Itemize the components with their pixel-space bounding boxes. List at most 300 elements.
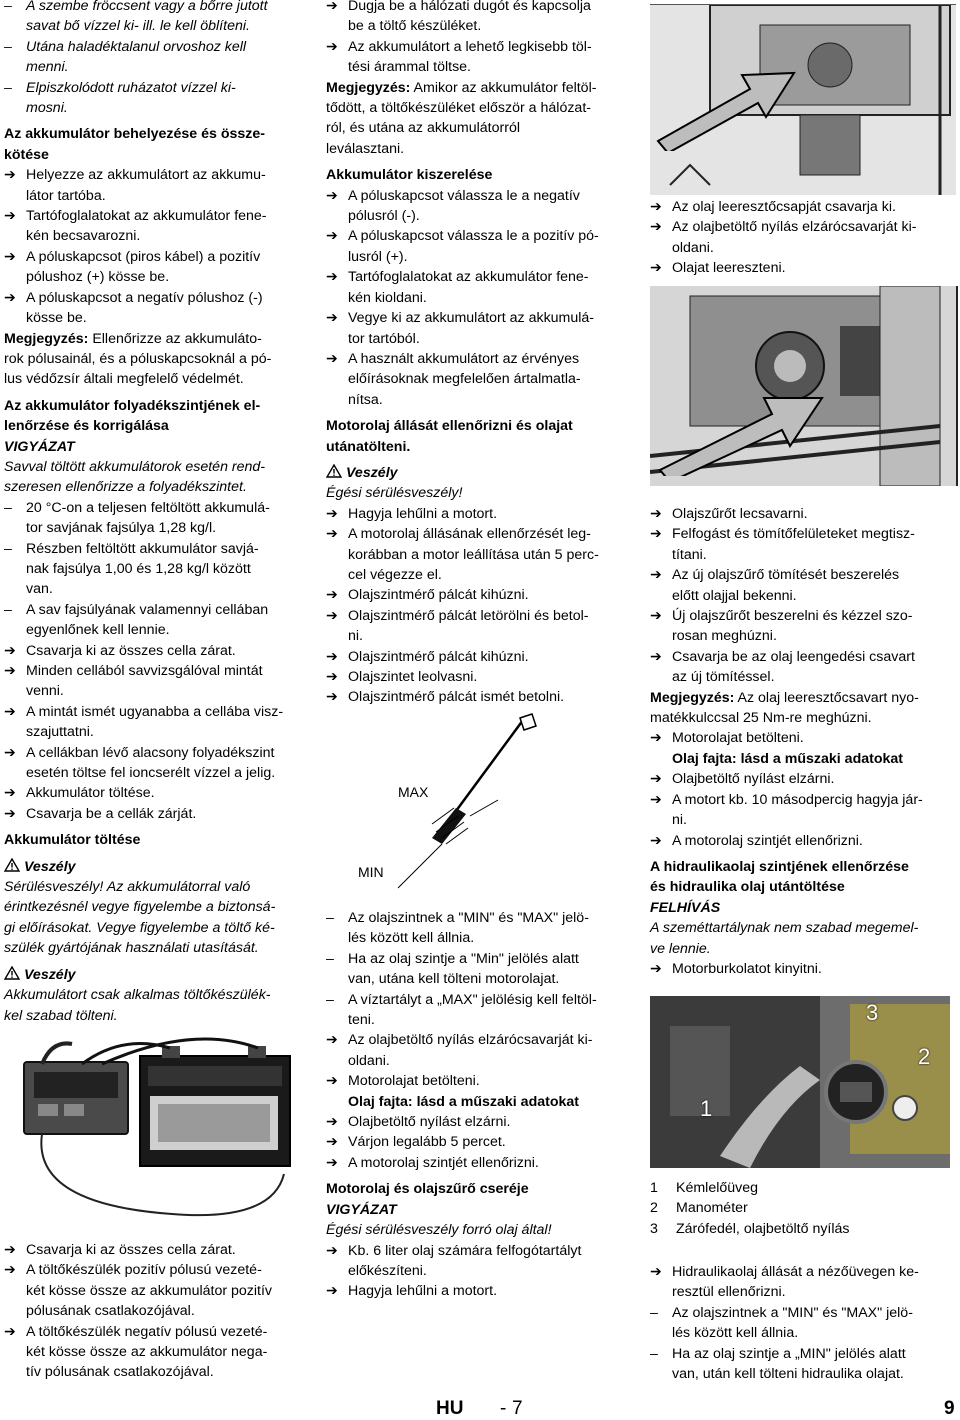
footer-page-number: 9	[944, 1398, 955, 1419]
paragraph	[650, 898, 956, 918]
text-line: leválasztani.	[326, 140, 405, 157]
text-line: rosan meghúzni.	[672, 628, 777, 645]
text-line: nítsa.	[348, 391, 383, 408]
arrow-bullet-icon: ➔	[650, 608, 662, 625]
text-line: A szeméttartálynak nem szabad megemel-	[650, 920, 919, 937]
text-line: A sav fajsúlyának valamennyi cellában	[26, 601, 269, 618]
section-heading	[326, 416, 632, 457]
arrow-bullet-icon: ➔	[650, 567, 662, 584]
text-line: Az olajszintnek a "MIN" és "MAX" jelö-	[672, 1304, 913, 1321]
text-line: Tartófoglalatokat az akkumulátor fene-	[26, 208, 267, 225]
arrow-bullet-icon: ➔	[326, 228, 338, 245]
instruction-step	[4, 743, 310, 784]
arrow-bullet-icon: ➔	[326, 669, 338, 685]
instruction-step	[650, 831, 956, 851]
text-line: ról, és utána az akkumulátorról	[326, 120, 520, 137]
text-line: kel szabad tölteni.	[4, 1007, 118, 1024]
text-flow-hydraulic-check	[650, 1262, 956, 1384]
arrow-bullet-icon: ➔	[326, 648, 338, 665]
text-line: Az új olajszűrő tömítését beszerelés	[672, 567, 900, 584]
instruction-step	[4, 661, 310, 702]
note-paragraph	[326, 78, 632, 160]
text-line: A póluskapcsot válassza le a negatív	[348, 187, 580, 204]
text-line: Felfogást és tömítőfelületeket megtisz-	[672, 526, 915, 543]
text-line: Olajszintet leolvasni.	[348, 669, 478, 685]
arrow-bullet-icon: ➔	[326, 526, 338, 543]
text-line: A hidraulikaolaj szintjének ellenőrzése	[650, 858, 909, 875]
text-line: Olajbetöltő nyílást elzárni.	[672, 771, 835, 788]
bullet-item	[4, 539, 310, 600]
instruction-step	[650, 769, 956, 789]
instruction-step	[326, 606, 632, 647]
text-line: gi előírásokat. Vegye figyelembe a töltő ké-	[4, 919, 275, 936]
text-line: A póluskapcsot (piros kábel) a pozitív	[26, 248, 261, 265]
text-line: Olajszűrőt lecsavarni.	[672, 506, 808, 522]
text-line: két kösse össze az akkumulátor nega-	[26, 1344, 268, 1361]
text-line: A motorolaj szintjét ellenőrizni.	[672, 832, 863, 849]
text-line: Új olajszűrőt beszerelni és kézzel szo-	[672, 608, 913, 625]
instruction-step	[4, 206, 310, 247]
text-flow-battery-install	[4, 0, 310, 1026]
text-line: Elpiszkolódott ruházatot vízzel ki-	[26, 79, 236, 96]
section-heading	[326, 1179, 632, 1199]
text-line: A póluskapcsot válassza le a pozitív pó-	[348, 228, 599, 245]
text-line: A töltőkészülék negatív pólusú vezeté-	[26, 1323, 268, 1340]
instruction-step	[326, 585, 632, 605]
bullet-item	[326, 990, 632, 1031]
instruction-step	[650, 1262, 956, 1303]
instruction-step	[326, 504, 632, 524]
text-line: Részben feltöltött akkumulátor savjá-	[26, 540, 259, 557]
text-line: A víztartályt a „MAX" jelölésig kell feltöl-	[348, 991, 597, 1008]
text-line: Olajszintmérő pálcát letörölni és betol-	[348, 607, 589, 624]
text-line: pólushoz (+) kösse be.	[26, 269, 170, 286]
instruction-step	[326, 1030, 632, 1071]
text-line: VIGYÁZAT	[326, 1201, 397, 1218]
section-heading	[4, 396, 310, 437]
text-line: venni.	[26, 683, 64, 700]
dash-bullet-icon: –	[4, 540, 12, 557]
text-line: savat bő vízzel ki- ill. le kell öblíteni.	[26, 18, 250, 35]
instruction-step	[326, 37, 632, 78]
text-line: van, után kell tölteni hidraulika olajat.	[672, 1366, 904, 1383]
drain-arrow-icon	[654, 61, 804, 151]
footer-page-in-language: 7	[512, 1398, 523, 1419]
arrow-bullet-icon: ➔	[326, 505, 338, 522]
arrow-bullet-icon: ➔	[326, 1114, 338, 1131]
arrow-bullet-icon: ➔	[4, 785, 16, 802]
text-line: az új tömítéssel.	[672, 669, 775, 686]
text-flow-oil-fill	[326, 908, 632, 1302]
text-line: tődött, a töltőkészüléket először a hálózat-	[326, 100, 591, 117]
text-line: esetén töltse fel ioncserélt vízzel a jelig.	[26, 765, 276, 782]
text-line: títani.	[672, 546, 707, 563]
text-line: szeresen ellenőrizze a folyadékszintet.	[4, 479, 247, 496]
hydraulic-tank-photo	[650, 996, 950, 1168]
text-line: A mintát ismét ugyanabba a cellába visz-	[26, 703, 284, 720]
text-line: Csavarja be a cellák zárját.	[26, 805, 197, 822]
legend-item: 3 Zárófedél, olajbetöltő nyílás	[650, 1220, 850, 1237]
arrow-bullet-icon: ➔	[326, 187, 338, 204]
text-line: A motort kb. 10 másodpercig hagyja jár-	[672, 791, 923, 808]
warning-triangle-icon	[326, 464, 342, 478]
instruction-step	[326, 1112, 632, 1132]
dash-bullet-icon: –	[4, 601, 12, 618]
text-line: menni.	[26, 59, 69, 76]
section-heading	[4, 124, 310, 165]
arrow-bullet-icon: ➔	[326, 38, 338, 55]
dipstick-min-label: MIN	[358, 864, 384, 880]
paragraph	[326, 1200, 632, 1220]
text-line: lés között kell állnia.	[672, 1325, 799, 1342]
text-line: szülék gyártójának használati utasítását.	[4, 940, 259, 957]
arrow-bullet-icon: ➔	[650, 832, 662, 849]
text-line: Megjegyzés: Ellenőrizze az akkumuláto-	[4, 330, 262, 347]
text-line: VIGYÁZAT	[4, 438, 75, 455]
paragraph	[4, 985, 310, 1026]
text-line: Olajat leereszteni.	[672, 260, 786, 277]
section-heading	[4, 830, 310, 850]
arrow-bullet-icon: ➔	[650, 506, 662, 522]
text-line: kén becsavarozni.	[26, 228, 141, 245]
text-line: Akkumulátort csak alkalmas töltőkészülék-	[4, 987, 271, 1004]
text-line: Utána haladéktalanul orvoshoz kell	[26, 38, 247, 55]
instruction-step	[326, 1153, 632, 1173]
text-line: Olajbetöltő nyílást elzárni.	[348, 1114, 511, 1131]
photo-callout-3: 3	[866, 1000, 879, 1025]
instruction-step	[326, 267, 632, 308]
dash-bullet-icon: –	[4, 79, 12, 96]
instruction-step	[326, 667, 632, 687]
text-line: oldani.	[672, 239, 714, 256]
text-line: ni.	[672, 812, 687, 829]
legend-item: 1 Kémlelőüveg	[650, 1180, 759, 1196]
text-line: Kb. 6 liter olaj számára felfogótartályt	[348, 1242, 582, 1259]
instruction-step	[326, 1241, 632, 1282]
dash-bullet-icon: –	[650, 1304, 658, 1321]
text-line: Tartófoglalatokat az akkumulátor fene-	[348, 269, 589, 286]
text-line: Olajszintmérő pálcát kihúzni.	[348, 648, 529, 665]
warning-triangle-icon	[4, 858, 20, 872]
text-line: Motorolaj állását ellenőrizni és olajat	[326, 418, 573, 435]
text-line: FELHÍVÁS	[650, 899, 721, 916]
bullet-item	[4, 37, 310, 78]
text-line: Megjegyzés: Amikor az akkumulátor feltöl-	[326, 79, 597, 96]
arrow-bullet-icon: ➔	[650, 219, 662, 236]
text-line: tor tartóból.	[348, 330, 420, 347]
bullet-item	[650, 1344, 956, 1385]
instruction-step	[326, 349, 632, 410]
text-line: rok pólusainál, és a póluskapcsoknál a pó-	[4, 350, 272, 367]
arrow-bullet-icon: ➔	[4, 663, 16, 679]
text-line: kén kioldani.	[348, 289, 427, 306]
text-line: mosni.	[26, 100, 68, 117]
text-line: egyenlőnek kell lennie.	[26, 622, 170, 639]
text-line: korábban a motor leállítása után 5 perc-	[348, 546, 599, 563]
text-line: Megjegyzés: Az olaj leeresztőcsavart nyo-	[650, 689, 919, 706]
text-line: előtt olajjal bekenni.	[672, 587, 797, 604]
text-flow-charging-steps	[4, 1240, 310, 1383]
instruction-step	[326, 647, 632, 667]
text-line: van.	[26, 581, 53, 598]
text-flow-battery-removal	[326, 0, 632, 708]
arrow-bullet-icon: ➔	[326, 0, 338, 14]
text-line: Csavarja ki az összes cella zárat.	[26, 642, 236, 659]
text-line: pólusról (-).	[348, 208, 420, 225]
footer-lang: HU	[436, 1398, 464, 1419]
instruction-step	[326, 1132, 632, 1152]
instruction-step	[326, 226, 632, 267]
instruction-step	[650, 959, 956, 979]
arrow-bullet-icon: ➔	[326, 1242, 338, 1259]
text-line: előkészíteni.	[348, 1262, 427, 1279]
arrow-bullet-icon: ➔	[650, 730, 662, 747]
bullet-item	[4, 78, 310, 119]
text-line: Dugja be a hálózati dugót és kapcsolja	[348, 0, 591, 14]
arrow-bullet-icon: ➔	[650, 648, 662, 665]
section-heading	[326, 165, 632, 185]
arrow-bullet-icon: ➔	[4, 744, 16, 761]
text-line: Savval töltött akkumulátorok esetén rend-	[4, 458, 266, 475]
text-line: érintkezésnél vegye figyelembe a biztonsá-	[4, 899, 276, 916]
arrow-bullet-icon: ➔	[326, 1154, 338, 1171]
paragraph	[326, 1220, 632, 1240]
instruction-step	[326, 687, 632, 707]
text-line: lusról (+).	[348, 248, 408, 265]
arrow-bullet-icon: ➔	[4, 805, 16, 822]
text-line: Az olajbetöltő nyílás elzárócsavarját ki-	[672, 219, 917, 236]
text-line: Motorolajat betölteni.	[672, 730, 804, 747]
legend-item: 2 Manométer	[650, 1200, 748, 1217]
dash-bullet-icon: –	[326, 910, 334, 926]
text-line: Csavarja be az olaj leengedési csavart	[672, 648, 915, 665]
text-line: Az akkumulátor folyadékszintjének el-	[4, 397, 261, 414]
instruction-step	[4, 1240, 310, 1260]
figure-legend	[650, 1178, 956, 1239]
arrow-bullet-icon: ➔	[326, 269, 338, 286]
text-line: előírásoknak megfelelően ártalmatla-	[348, 371, 581, 388]
instruction-step	[650, 217, 956, 258]
arrow-bullet-icon: ➔	[326, 1073, 338, 1090]
text-line: Hidraulikaolaj állását a nézőüvegen ke-	[672, 1264, 919, 1280]
text-line: Az olaj leeresztőcsapját csavarja ki.	[672, 199, 896, 215]
text-line: Olajszintmérő pálcát ismét betolni.	[348, 689, 565, 706]
instruction-step	[650, 258, 956, 278]
text-line: Várjon legalább 5 percet.	[348, 1134, 506, 1151]
text-line: cel végezze el.	[348, 566, 442, 583]
dash-bullet-icon: –	[650, 1345, 658, 1362]
text-line: Veszély	[346, 464, 398, 481]
text-line: A töltőkészülék pozitív pólusú vezeté-	[26, 1262, 262, 1279]
text-line: teni.	[348, 1012, 375, 1029]
text-line: Motorolajat betölteni.	[348, 1073, 480, 1090]
note-paragraph	[4, 329, 310, 390]
dash-bullet-icon: –	[326, 991, 334, 1008]
arrow-bullet-icon: ➔	[650, 260, 662, 277]
text-line: Csavarja ki az összes cella zárat.	[26, 1242, 236, 1258]
arrow-bullet-icon: ➔	[326, 1134, 338, 1151]
arrow-bullet-icon: ➔	[650, 771, 662, 788]
text-line: A póluskapcsot a negatív pólushoz (-)	[26, 289, 263, 306]
arrow-bullet-icon: ➔	[4, 208, 16, 225]
paragraph	[650, 749, 956, 769]
text-line: Sérülésveszély! Az akkumulátorral való	[4, 879, 251, 896]
text-line: ni.	[348, 628, 363, 645]
footer-dash: -	[500, 1398, 507, 1419]
paragraph	[326, 483, 632, 503]
instruction-step	[650, 504, 956, 524]
instruction-step	[326, 308, 632, 349]
danger-heading	[326, 463, 632, 483]
paragraph	[326, 1092, 632, 1112]
dash-bullet-icon: –	[4, 0, 12, 14]
instruction-step	[4, 804, 310, 824]
text-line: Az akkumulátor behelyezése és össze-	[4, 126, 266, 143]
text-line: Hagyja lehűlni a motort.	[348, 505, 498, 522]
instruction-step	[650, 647, 956, 688]
danger-heading	[4, 857, 310, 877]
text-line: Minden cellából savvizsgálóval mintát	[26, 663, 263, 679]
arrow-bullet-icon: ➔	[4, 1323, 16, 1340]
text-line: Veszély	[24, 858, 76, 875]
bullet-item	[326, 908, 632, 949]
section-heading	[650, 857, 956, 898]
instruction-step	[4, 641, 310, 661]
paragraph	[650, 918, 956, 959]
dipstick-figure	[346, 712, 626, 902]
text-line: tor savjának fajsúlya 1,28 kg/l.	[26, 520, 217, 537]
paragraph	[4, 437, 310, 457]
arrow-bullet-icon: ➔	[326, 1283, 338, 1300]
arrow-bullet-icon: ➔	[4, 248, 16, 265]
text-line: A motorolaj állásának ellenőrzését leg-	[348, 526, 591, 543]
text-line: matékkulccsal 25 Nm-re meghúzni.	[650, 710, 872, 727]
arrow-bullet-icon: ➔	[650, 960, 662, 977]
paragraph	[4, 877, 310, 959]
arrow-bullet-icon: ➔	[4, 1262, 16, 1279]
instruction-step	[326, 1071, 632, 1091]
instruction-step	[4, 288, 310, 329]
text-flow-oil-drain	[650, 197, 956, 279]
text-line: szajuttatni.	[26, 724, 94, 741]
text-line: 20 °C-on a teljesen feltöltött akkumulá-	[26, 499, 270, 516]
instruction-step	[4, 702, 310, 743]
danger-heading	[4, 965, 310, 985]
instruction-step	[326, 186, 632, 227]
bullet-item	[650, 1303, 956, 1344]
text-line: Akkumulátor kiszerelése	[326, 167, 493, 184]
instruction-step	[4, 1322, 310, 1383]
arrow-bullet-icon: ➔	[650, 526, 662, 543]
text-line: resztül ellenőrizni.	[672, 1284, 786, 1301]
instruction-step	[650, 197, 956, 217]
instruction-step	[326, 524, 632, 585]
instruction-step	[4, 1260, 310, 1321]
text-line: kösse be.	[26, 310, 87, 327]
dash-bullet-icon: –	[4, 38, 12, 55]
arrow-bullet-icon: ➔	[326, 350, 338, 367]
arrow-bullet-icon: ➔	[326, 310, 338, 327]
arrow-bullet-icon: ➔	[4, 289, 16, 306]
text-line: két kösse össze az akkumulátor pozitív	[26, 1282, 273, 1299]
text-flow-filter-change	[650, 504, 956, 979]
bullet-item	[4, 0, 310, 37]
instruction-step	[650, 565, 956, 606]
arrow-bullet-icon: ➔	[326, 587, 338, 604]
instruction-step	[650, 728, 956, 748]
arrow-bullet-icon: ➔	[326, 689, 338, 706]
text-line: tési árammal töltse.	[348, 59, 471, 76]
text-line: ve lennie.	[650, 940, 711, 957]
bullet-item	[4, 498, 310, 539]
text-line: nak fajsúlya 1,00 és 1,28 kg/l között	[26, 560, 251, 577]
photo-callout-1: 1	[700, 1096, 713, 1121]
text-line: Olaj fajta: lásd a műszaki adatokat	[348, 1093, 580, 1110]
text-line: látor tartóba.	[26, 187, 106, 204]
instruction-step	[650, 790, 956, 831]
text-line: Motorolaj és olajszűrő cseréje	[326, 1181, 529, 1198]
text-line: Ha az olaj szintje a „MIN" jelölés alatt	[672, 1345, 906, 1362]
text-line: Olajszintmérő pálcát kihúzni.	[348, 587, 529, 604]
arrow-bullet-icon: ➔	[4, 642, 16, 659]
instruction-step	[326, 1281, 632, 1301]
text-line: oldani.	[348, 1052, 390, 1069]
text-line: Hagyja lehűlni a motort.	[348, 1283, 498, 1300]
text-line: kötése	[4, 146, 49, 163]
text-line: tív pólusának csatlakozójával.	[26, 1364, 214, 1381]
filter-arrow-icon	[656, 386, 826, 476]
text-line: lés között kell állnia.	[348, 930, 475, 947]
warning-triangle-icon	[4, 966, 20, 980]
dash-bullet-icon: –	[326, 950, 334, 967]
text-line: A motorolaj szintjét ellenőrizni.	[348, 1154, 539, 1171]
instruction-step	[650, 524, 956, 565]
text-line: Égési sérülésveszély!	[326, 485, 463, 502]
arrow-bullet-icon: ➔	[650, 199, 662, 215]
instruction-step	[326, 0, 632, 37]
text-line: és hidraulika olaj utántöltése	[650, 879, 845, 896]
text-line: lenőrzése és korrigálása	[4, 418, 169, 435]
text-line: Akkumulátor töltése	[4, 832, 141, 849]
text-line: Az akkumulátort a lehető legkisebb töl-	[348, 38, 592, 55]
arrow-bullet-icon: ➔	[650, 791, 662, 808]
arrow-bullet-icon: ➔	[4, 703, 16, 720]
dash-bullet-icon: –	[4, 499, 12, 516]
text-line: lus védőzsír általi megfelelő védelmét.	[4, 371, 244, 388]
text-line: A cellákban lévő alacsony folyadékszint	[26, 744, 275, 761]
instruction-step	[4, 247, 310, 288]
text-line: pólusának csatlakozójával.	[26, 1303, 195, 1320]
text-line: Az olajszintnek a "MIN" és "MAX" jelö-	[348, 910, 589, 926]
text-line: be a töltő készüléket.	[348, 18, 482, 35]
arrow-bullet-icon: ➔	[326, 1032, 338, 1049]
text-line: A szembe fröccsent vagy a bőrre jutott	[26, 0, 268, 14]
engine-filter-figure	[650, 286, 958, 486]
bullet-item	[326, 949, 632, 990]
text-line: Akkumulátor töltése.	[26, 785, 155, 802]
instruction-step	[4, 783, 310, 803]
arrow-bullet-icon: ➔	[4, 1242, 16, 1258]
text-line: van, utána kell tölteni motorolajat.	[348, 971, 560, 988]
engine-drain-figure	[650, 4, 956, 195]
instruction-step	[4, 165, 310, 206]
text-line: utánatölteni.	[326, 438, 411, 455]
arrow-bullet-icon: ➔	[4, 167, 16, 184]
text-line: Ha az olaj szintje a "Min" jelölés alatt	[348, 950, 579, 967]
text-line: A használt akkumulátort az érvényes	[348, 350, 580, 367]
text-line: Vegye ki az akkumulátort az akkumulá-	[348, 310, 595, 327]
bullet-item	[4, 600, 310, 641]
